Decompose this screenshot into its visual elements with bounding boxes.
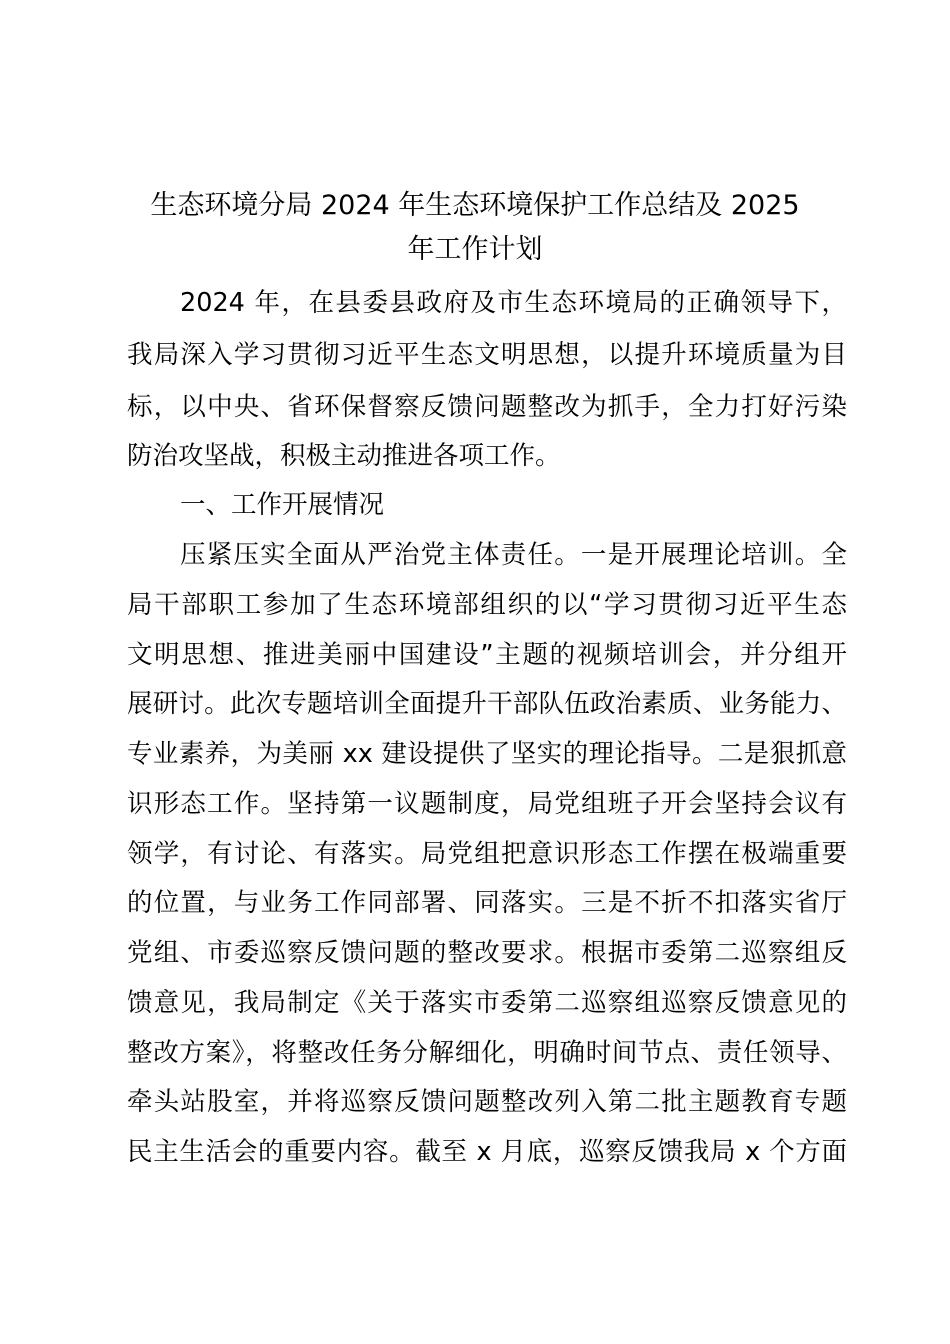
paragraph-2-line-9: 党组、市委巡察反馈问题的整改要求。根据市委第二巡察组反 xyxy=(127,938,847,968)
paragraph-2-line-5: 专业素养，为美丽 xx 建设提供了坚实的理论指导。二是狠抓意 xyxy=(127,739,847,769)
paragraph-1-line-3: 标，以中央、省环保督察反馈问题整改为抓手，全力打好污染 xyxy=(127,392,847,422)
document-title-line-2: 年工作计划 xyxy=(407,234,543,265)
paragraph-2-line-4: 展研讨。此次专题培训全面提升干部队伍政治素质、业务能力、 xyxy=(127,689,847,719)
paragraph-1-line-1: 2024 年，在县委县政府及市生态环境局的正确领导下， xyxy=(180,288,847,318)
document-title-line-1: 生态环境分局 2024 年生态环境保护工作总结及 2025 xyxy=(150,190,800,221)
paragraph-2-line-2: 局干部职工参加了生态环境部组织的以“学习贯彻习近平生态 xyxy=(127,590,847,620)
section-heading: 一、工作开展情况 xyxy=(180,490,385,520)
paragraph-1-line-4: 防治攻坚战，积极主动推进各项工作。 xyxy=(127,441,561,471)
paragraph-2-line-3: 文明思想、推进美丽中国建设”主题的视频培训会，并分组开 xyxy=(127,640,847,670)
paragraph-2-line-6: 识形态工作。坚持第一议题制度，局党组班子开会坚持会议有 xyxy=(127,789,847,819)
paragraph-2-line-1: 压紧压实全面从严治党主体责任。一是开展理论培训。全 xyxy=(180,540,847,570)
paragraph-1-line-2: 我局深入学习贯彻习近平生态文明思想，以提升环境质量为目 xyxy=(127,340,847,370)
paragraph-2-line-13: 民主生活会的重要内容。截至 x 月底，巡察反馈我局 x 个方面 xyxy=(127,1137,847,1167)
paragraph-2-line-12: 牵头站股室，并将巡察反馈问题整改列入第二批主题教育专题 xyxy=(127,1087,847,1117)
paragraph-2-line-11: 整改方案》，将整改任务分解细化，明确时间节点、责任领导、 xyxy=(127,1038,847,1068)
paragraph-2-line-8: 的位置，与业务工作同部署、同落实。三是不折不扣落实省厅 xyxy=(127,888,847,918)
paragraph-2-line-10: 馈意见，我局制定《关于落实市委第二巡察组巡察反馈意见的 xyxy=(127,988,847,1018)
paragraph-2-line-7: 领学，有讨论、有落实。局党组把意识形态工作摆在极端重要 xyxy=(127,839,847,869)
